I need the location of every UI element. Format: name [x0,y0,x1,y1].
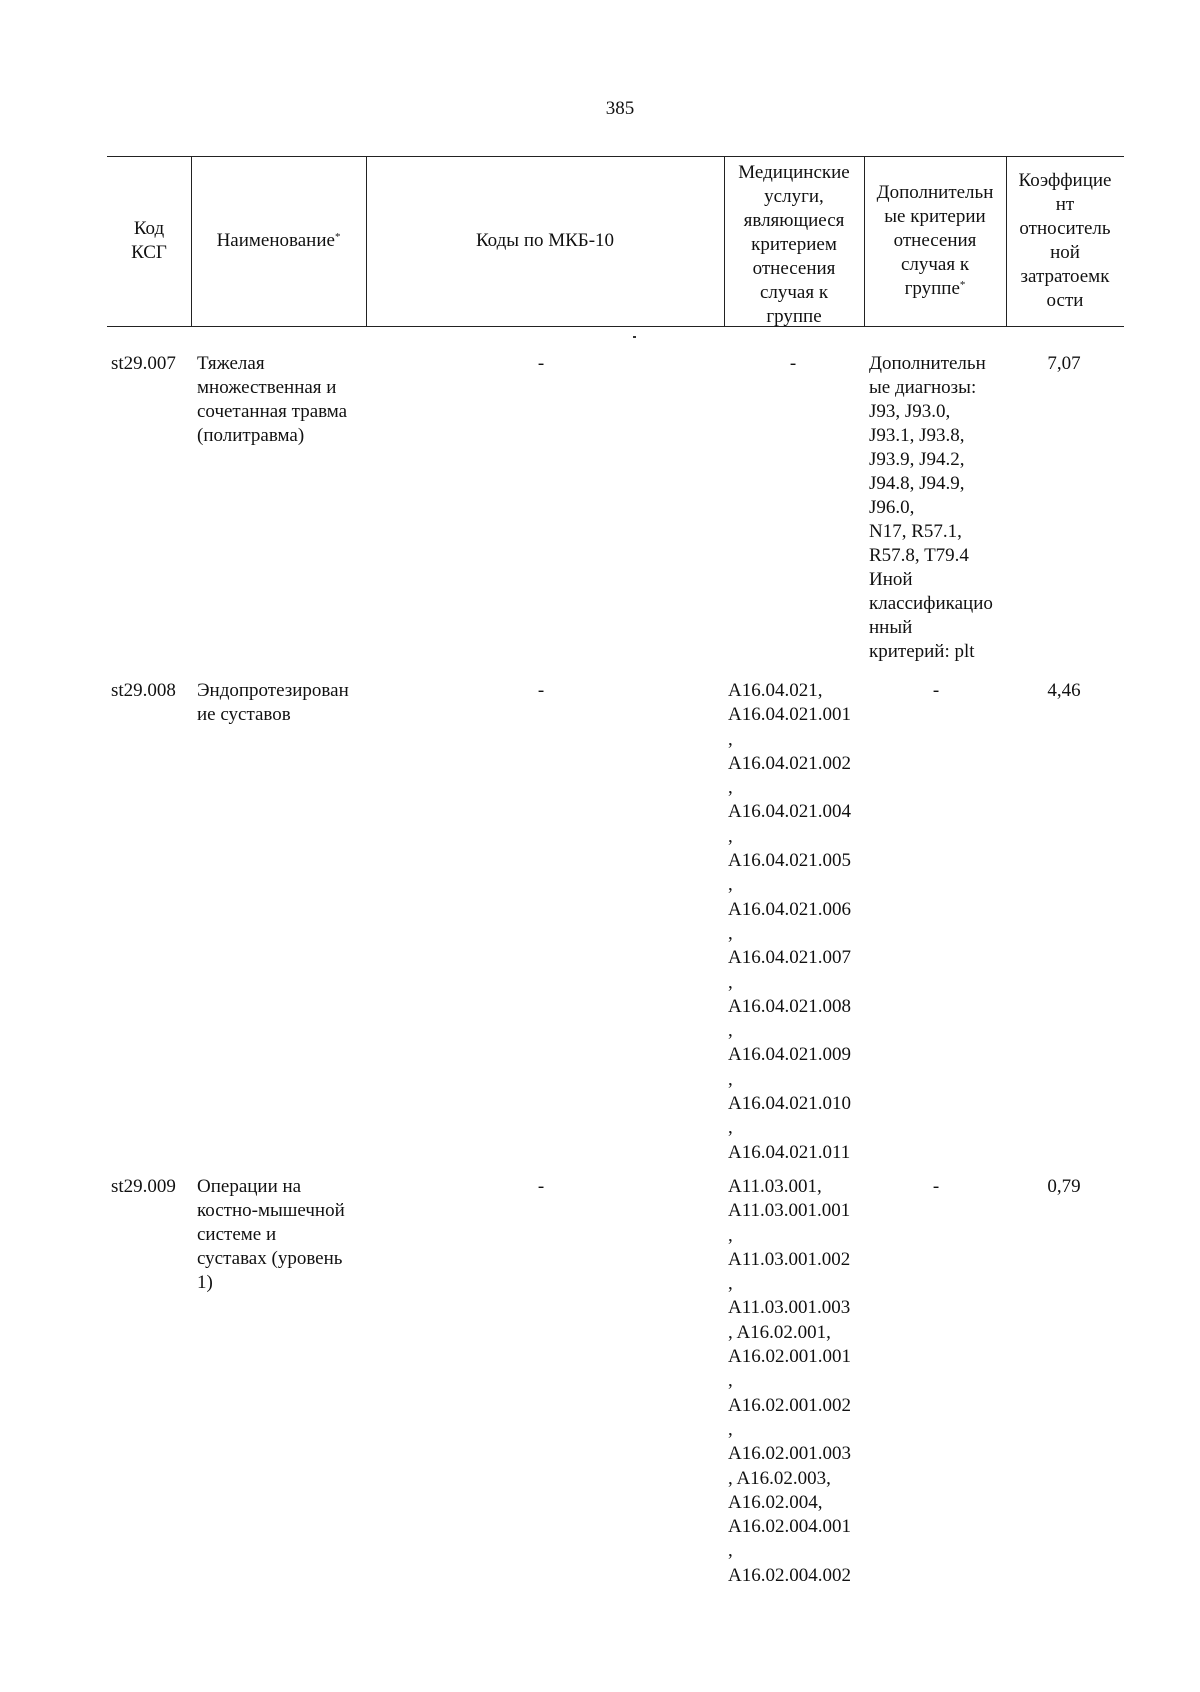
header-name-footnote-mark: * [334,231,341,243]
header-extra [864,156,1006,326]
scan-artifact-dot [633,336,636,338]
row-mkb: - [537,1176,545,1197]
row-extra: - [932,1176,940,1197]
row-services: A16.04.021, A16.04.021.001 , A16.04.021.002 , A16.04.021.004 , A16.04.021.005 , A16.04.021.006 , A16.04.021.007 , A16.04.021.008 , A16.04.021.009 , A16.04.021.010 , A16.04.021.011 [728,680,851,1163]
header-extra-footnote-mark: * [959,279,966,291]
header-extra-label: Дополнительн ые критерии отнесения случая к группе [876,182,994,299]
row-name: Тяжелая множественная и сочетанная травма (политравма) [197,353,348,446]
row-coef: 7,07 [1047,353,1081,374]
row-name: Операции на костно-мышечной системе и суставах (уровень 1) [197,1176,345,1293]
row-mkb: - [537,353,545,374]
row-services: A11.03.001, A11.03.001.001 , A11.03.001.002 , A11.03.001.003 , A16.02.001, A16.02.001.001 , A16.02.001.002 , A16.02.001.003 , A16.02.003, A16.02.004, A16.02.004.001 , A16.02.004.002 [728,1176,851,1586]
row-extra: - [932,680,940,701]
row-coef: 0,79 [1047,1176,1081,1197]
row-coef: 4,46 [1047,680,1081,701]
page-number: 385 [605,98,635,119]
row-services: - [789,353,797,374]
header-coef [1006,156,1124,326]
header-code [107,156,191,326]
row-code: st29.007 [111,353,176,374]
row-code: st29.008 [111,680,176,701]
row-code: st29.009 [111,1176,176,1197]
row-mkb: - [537,680,545,701]
header-mkb [366,156,724,326]
header-coef-text: Коэффицие нт относитель ной затратоемк ости [1018,170,1112,311]
header-services-text: Медицинские услуги, являющиеся критерием отнесения случая к группе [738,162,850,327]
header-name [191,156,366,326]
header-code-text: Код КСГ [131,218,167,263]
header-services [724,156,864,326]
header-name-text [217,229,341,253]
row-name: Эндопротезирован ие суставов [197,680,349,725]
table-header-bottom-rule [107,326,1124,327]
header-name-label: Наименование [216,230,335,251]
row-extra: Дополнительн ые диагнозы: J93, J93.0, J93.1, J93.8, J93.9, J94.2, J94.8, J94.9, J96.0, N17, R57.1, R57.8, T79.4 Иной классификацио нный критерий: plt [869,353,993,662]
header-mkb-text: Коды по МКБ-10 [475,230,615,251]
header-extra-text [877,181,994,301]
